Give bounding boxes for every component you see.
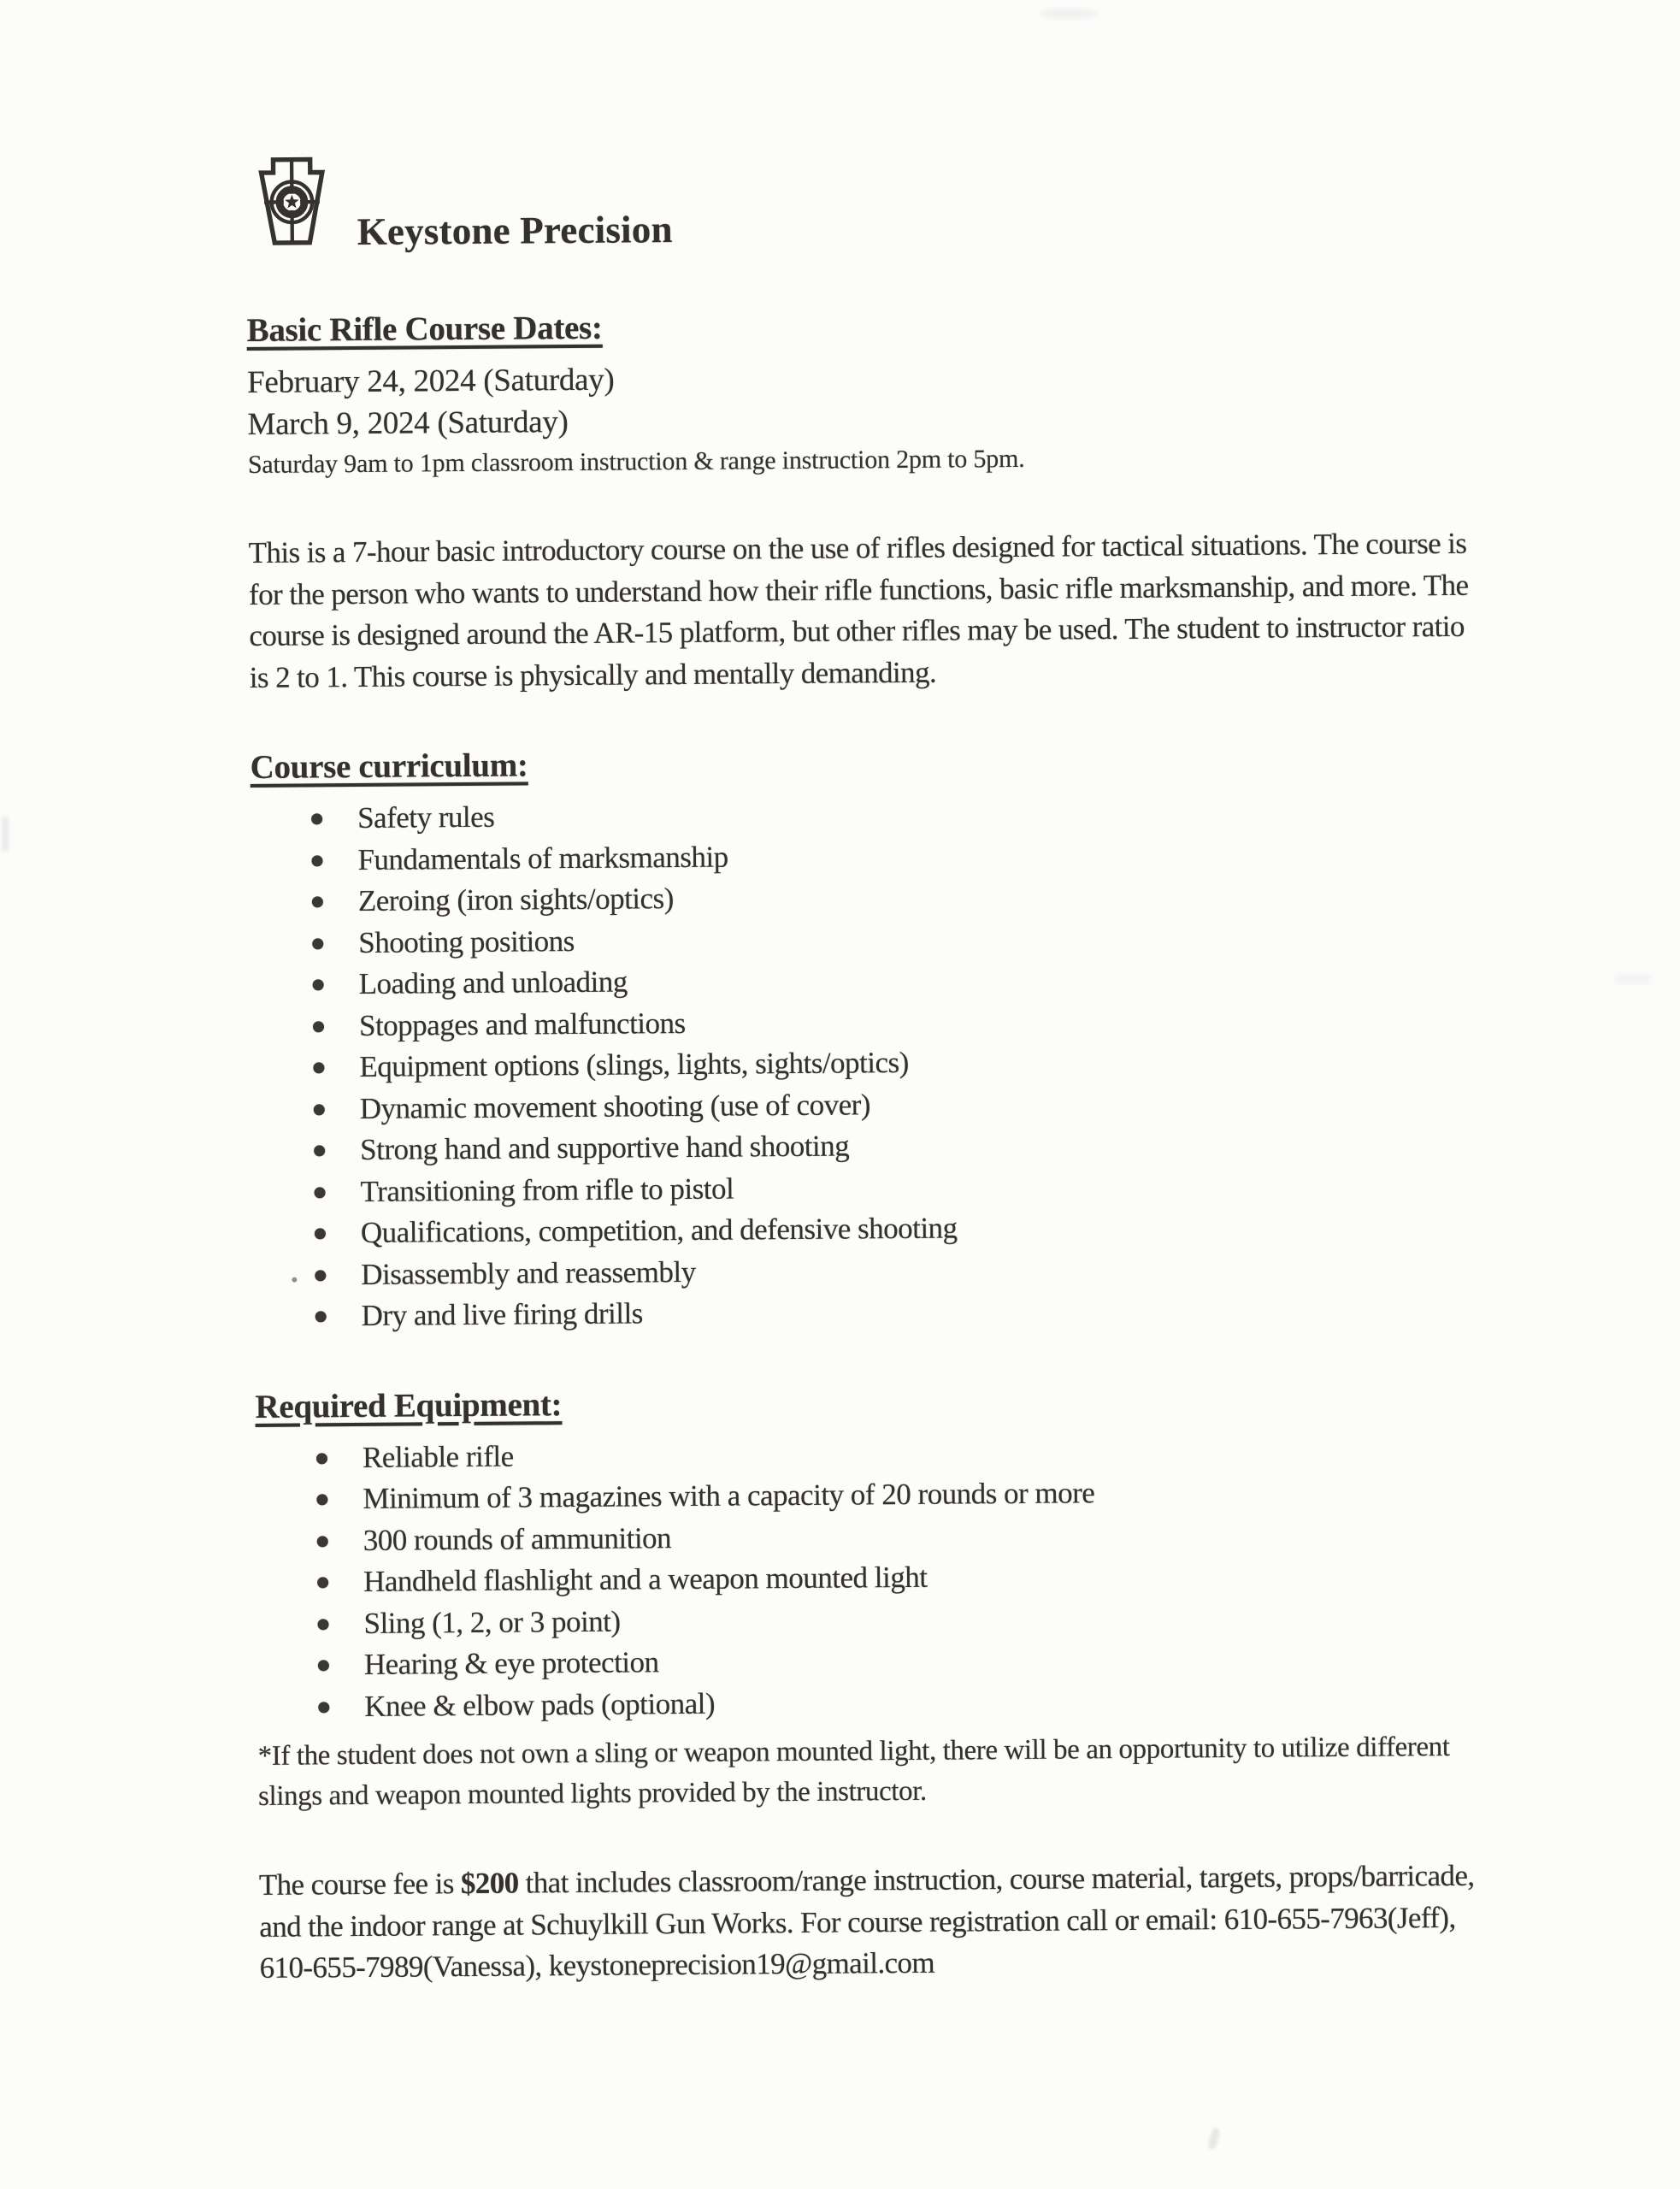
brand-header: [245, 143, 1482, 258]
bullet-icon: [313, 1062, 324, 1073]
equipment-heading: Required Equipment:: [255, 1385, 563, 1425]
list-item: Transitioning from rifle to pistol: [253, 1162, 1488, 1213]
course-date: March 9, 2024 (Saturday): [247, 404, 569, 442]
bullet-icon: [316, 1494, 327, 1505]
equipment-section: [255, 1378, 1494, 1817]
curriculum-list: [251, 789, 1490, 1338]
equipment-note: *If the student does not own a sling or weapon mounted light, there will be an opportunity to utilize different slings and weapon mounted lights provided by the instructor.: [257, 1731, 1450, 1812]
bullet-icon: [311, 855, 322, 866]
scan-artifact: [292, 1277, 297, 1282]
scan-artifact: [1616, 975, 1650, 983]
scan-artifact: [1039, 9, 1099, 19]
list-item: Stoppages and malfunctions: [252, 996, 1488, 1047]
list-item: Zeroing (iron sights/optics): [251, 872, 1487, 923]
bullet-icon: [314, 1104, 325, 1115]
list-item: Dynamic movement shooting (use of cover): [253, 1079, 1488, 1130]
list-item: Knee & elbow pads (optional): [257, 1677, 1493, 1728]
list-item: Minimum of 3 magazines with a capacity of 20 rounds or more: [256, 1470, 1491, 1521]
equipment-list: [256, 1428, 1494, 1728]
list-item: Sling (1, 2, or 3 point): [256, 1594, 1492, 1645]
list-item: Equipment options (slings, lights, sights/optics): [252, 1038, 1488, 1089]
bullet-icon: [313, 979, 324, 990]
list-item: Disassembly and reassembly: [254, 1245, 1489, 1296]
list-item: Strong hand and supportive hand shooting: [253, 1121, 1488, 1172]
fee-text-prefix: The course fee is: [258, 1867, 462, 1902]
fee-section: [259, 1856, 1495, 1990]
list-item: Handheld flashlight and a weapon mounted light: [256, 1553, 1492, 1604]
document-body: [245, 143, 1495, 1990]
list-item: Reliable rifle: [256, 1428, 1491, 1479]
curriculum-heading: Course curriculum:: [250, 746, 528, 786]
brand-name: Keystone Precision: [357, 208, 673, 253]
list-item: Dry and live firing drills: [255, 1287, 1490, 1338]
course-dates-section: [246, 302, 1483, 485]
scan-artifact: [2, 817, 9, 851]
course-dates-heading: Basic Rifle Course Dates:: [246, 309, 603, 349]
list-item: Hearing & eye protection: [257, 1636, 1493, 1687]
bullet-icon: [318, 1660, 329, 1671]
bullet-icon: [311, 813, 322, 824]
bullet-icon: [314, 1145, 325, 1156]
list-item: Qualifications, competition, and defensive shooting: [254, 1204, 1489, 1255]
bullet-icon: [315, 1270, 326, 1281]
curriculum-section: [250, 739, 1489, 1338]
fee-paragraph: [259, 1856, 1495, 1990]
fee-text-suffix: that includes classroom/range instruction, course material, targets, props/barricade, and the indoor range at Schuylkill Gun Works. For course registration call or email: 610-655-7963(Jeff), 610-655-7989(Vanessa), keystoneprecision19@gmail.com: [259, 1858, 1475, 1985]
list-item: Fundamentals of marksmanship: [251, 830, 1486, 882]
keystone-target-logo-icon: [245, 151, 339, 258]
bullet-icon: [315, 1187, 326, 1198]
bullet-icon: [317, 1536, 328, 1547]
bullet-icon: [315, 1311, 327, 1322]
bullet-icon: [317, 1577, 328, 1588]
list-item: Shooting positions: [251, 913, 1487, 965]
bullet-icon: [312, 938, 323, 949]
course-date: February 24, 2024 (Saturday): [246, 362, 615, 400]
list-item: Loading and unloading: [251, 955, 1487, 1006]
intro-paragraph: This is a 7-hour basic introductory course on the use of rifles designed for tactical situations. The course is for the person who wants to understand how their rifle functions, basic rifle marksmanship, and more. The course is designed around the AR-15 platform, but other rifles may be used. The student to instructor ratio is 2 to 1. This course is physically and mentally demanding.: [248, 526, 1469, 694]
bullet-icon: [316, 1453, 327, 1464]
bullet-icon: [318, 1702, 329, 1713]
scan-artifact: [1207, 2127, 1221, 2151]
list-item: 300 rounds of ammunition: [256, 1511, 1492, 1562]
bullet-icon: [313, 1021, 324, 1032]
bullet-icon: [317, 1619, 328, 1630]
fee-amount: $200: [460, 1866, 519, 1901]
list-item: Safety rules: [251, 789, 1486, 841]
schedule-note: Saturday 9am to 1pm classroom instruction & range instruction 2pm to 5pm.: [247, 444, 1025, 479]
intro-section: [248, 523, 1484, 699]
bullet-icon: [312, 896, 323, 907]
bullet-icon: [315, 1228, 326, 1239]
